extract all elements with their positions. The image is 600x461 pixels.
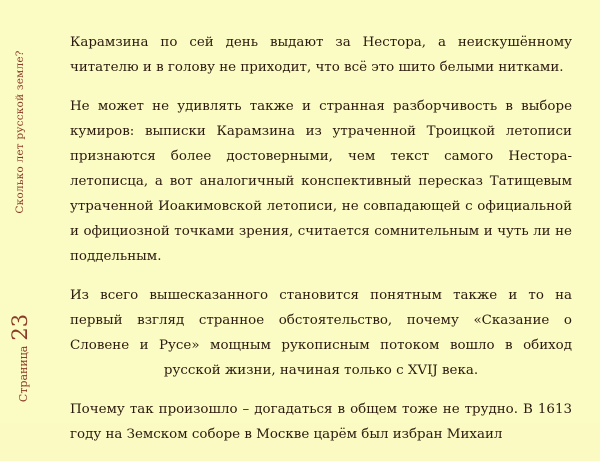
paragraph-1: Карамзина по сей день выдают за Нестора, а неискушённому читателю и в голову не приходит, что всё это шито белыми нитками. bbox=[70, 35, 572, 75]
paragraph-2: Не может не удивлять также и странная разборчивость в выборе кумиров: выписки Карамзина из утраченной Троицкой летописи признаются более достоверными, чем текст самого Нестора-летописца, а вот аналогичный конспективный пересказ Татищевым утраченной Иоакимовской летописи, не совпадающей с официальной и официозной точками зрения, считается сомнительным и чуть ли не поддельным. bbox=[70, 99, 572, 264]
page-number: 23 bbox=[8, 313, 32, 341]
side-margin bbox=[0, 0, 40, 423]
paragraph-4: Почему так произошло – догадаться в общем тоже не трудно. В 1613 году на Земском соборе в Москве царём был избран Михаил bbox=[70, 402, 572, 442]
body-text bbox=[70, 30, 572, 461]
page-word: Страница bbox=[17, 345, 30, 403]
running-title: Сколько лет русской земле? bbox=[14, 50, 26, 214]
paragraph-3: Из всего вышесказанного становится понятным также и то на первый взгляд странное обстоятельство, почему «Сказание о Словене и Русе» мощным рукописным потоком вошло в обиход русской жизни, начиная только с XVIJ века. bbox=[70, 288, 572, 378]
page-number-label bbox=[8, 314, 32, 402]
